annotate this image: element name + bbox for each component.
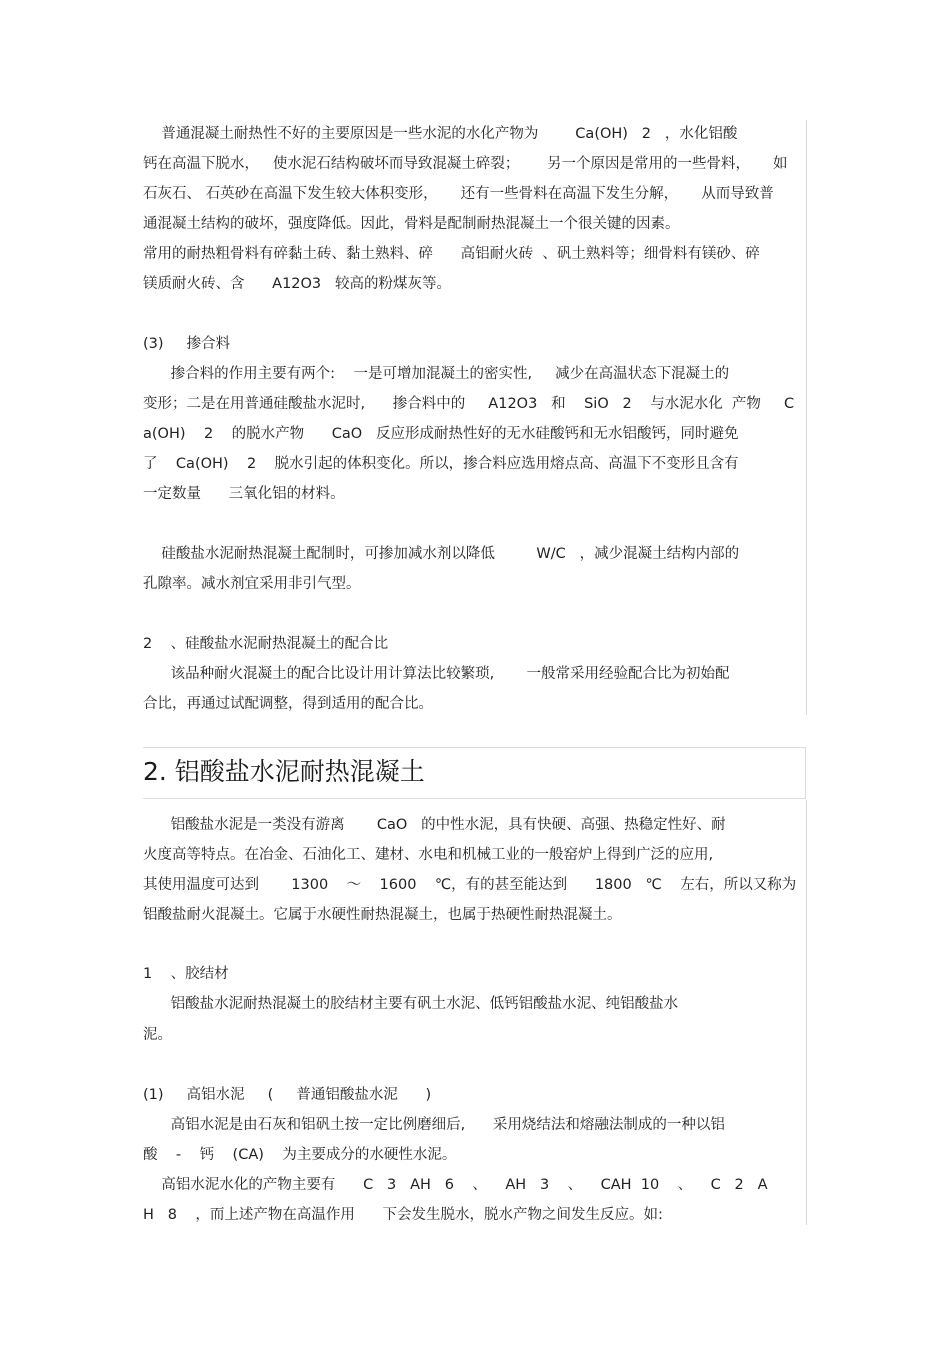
text-line: H 8 ，而上述产物在高温作用 下会发生脱水，脱水产物之间发生反应。如: — [143, 1207, 663, 1223]
text-line: 该品种耐火混凝土的配合比设计用计算法比较繁琐, 一般常采用经验配合比为初始配 — [143, 666, 730, 682]
text-line: 铝酸盐水泥耐热混凝土的胶结材主要有矾土水泥、低钙铝酸盐水泥、纯铝酸盐水 — [143, 996, 679, 1012]
text-line: 掺合料的作用主要有两个: 一是可增加混凝土的密实性, 减少在高温状态下混凝土的 — [143, 366, 730, 382]
text-line: 高铝水泥水化的产物主要有 C 3 AH 6 、 AH 3 、 CAH 10 、 C 2 A — [143, 1177, 768, 1193]
text-line: 石灰石、 石英砂在高温下发生较大体积变形， 还有一些骨料在高温下发生分解， 从而导致普 — [143, 186, 774, 202]
text-line: 铝酸盐水泥是一类没有游离 CaO 的中性水泥，具有快硬、高强、热稳定性好、耐 — [143, 817, 726, 833]
text-line: 钙在高温下脱水， 使水泥石结构破坏而导致混凝土碎裂； 另一个原因是常用的一些骨料， 如 — [143, 156, 788, 172]
text-line: 高铝水泥是由石灰和铝矾土按一定比例磨细后, 采用烧结法和熔融法制成的一种以铝 — [143, 1117, 725, 1133]
text-line: 火度高等特点。在冶金、石油化工、建材、水电和机械工业的一般窑炉上得到广泛的应用, — [143, 847, 714, 863]
text-line: 硅酸盐水泥耐热混凝土配制时，可掺加减水剂以降低 W/C ，减少混凝土结构内部的 — [143, 546, 740, 562]
text-line: 一定数量 三氧化铝的材料。 — [143, 486, 345, 502]
text-line: 镁质耐火砖、含 A12O3 较高的粉煤灰等。 — [143, 276, 451, 292]
text-line: 其使用温度可达到 1300 ～ 1600 ℃，有的甚至能达到 1800 ℃ 左右，所以又称为 — [143, 877, 797, 893]
subheading: 2 、硅酸盐水泥耐热混凝土的配合比 — [143, 636, 389, 652]
text-line: 常用的耐热粗骨料有碎黏土砖、黏土熟料、碎 高铝耐火砖 、矾土熟料等；细骨料有镁砂、碎 — [143, 246, 760, 262]
text-line: 合比，再通过试配调整，得到适用的配合比。 — [143, 696, 433, 712]
text-line: 铝酸盐耐火混凝土。它属于水硬性耐热混凝土，也属于热硬性耐热混凝土。 — [143, 907, 622, 923]
text-line: a(OH) 2 的脱水产物 CaO 反应形成耐热性好的无水硅酸钙和无水铝酸钙，同时避免 — [143, 426, 739, 442]
text-line: 通混凝土结构的破坏，强度降低。因此，骨料是配制耐热混凝土一个很关键的因素。 — [143, 216, 680, 232]
subheading: (1) 高铝水泥 ( 普通铝酸盐水泥 ) — [143, 1087, 432, 1103]
subheading: (3) 掺合料 — [143, 336, 231, 352]
text-line: 酸 - 钙 (CA) 为主要成分的水硬性水泥。 — [143, 1147, 457, 1163]
text-line: 了 Ca(OH) 2 脱水引起的体积变化。所以，掺合料应选用熔点高、高温下不变形且含有 — [143, 456, 739, 472]
text-line: 泥。 — [143, 1027, 172, 1043]
subheading: 1 、胶结材 — [143, 966, 229, 982]
page-right-border-top — [806, 120, 807, 715]
text-line: 普通混凝土耐热性不好的主要原因是一些水泥的水化产物为 Ca(OH) 2 ，水化铝酸 — [143, 126, 738, 142]
section-heading: 2. 铝酸盐水泥耐热混凝土 — [143, 757, 425, 786]
text-line: 变形；二是在用普通硅酸盐水泥时, 掺合料中的 A12O3 和 SiO 2 与水泥水化 产物 C — [143, 396, 795, 412]
page-right-border-bottom — [806, 800, 807, 1225]
text-line: 孔隙率。减水剂宜采用非引气型。 — [143, 576, 361, 592]
